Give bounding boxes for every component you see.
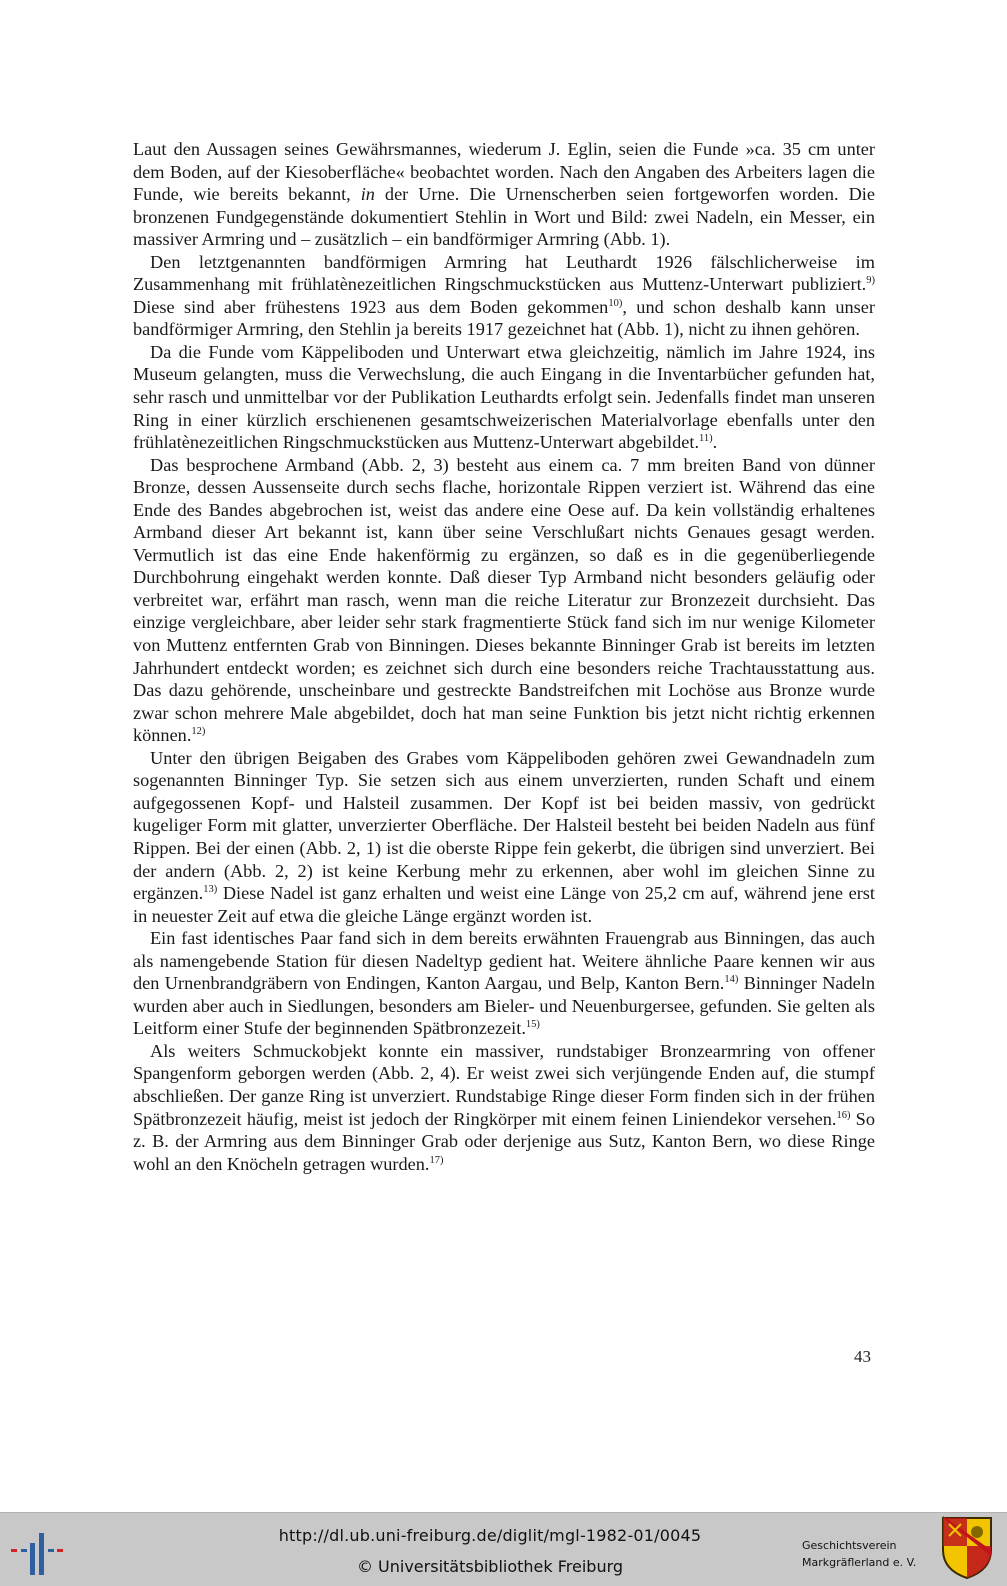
emphasis-text: in	[360, 184, 375, 205]
text-run: Binninger Nadeln wurden aber auch in Siedlungen, besonders am Bieler- und Neuenburgersee, gefunden. Sie gelten als Leitform einer Stufe der beginnenden Spätbronzezeit.	[133, 973, 875, 1039]
text-run: Diese sind aber frühestens 1923 aus dem Boden gekommen	[133, 296, 609, 317]
body-paragraph	[133, 341, 875, 454]
text-run: , und schon deshalb kann unser bandförmiger Armring, den Stehlin ja bereits 1917 gezeichnet hat (Abb. 1), nicht zu ihnen gehören.	[133, 296, 875, 340]
footnote-ref: 14)	[724, 974, 739, 986]
text-run: Unter den übrigen Beigaben des Grabes vom Käppeliboden gehören zwei Gewandnadeln zum sogenannten Binninger Typ. Sie setzen sich aus einem unverzierten, runden Schaft und einem aufgegossenen Kopf- und Halsteil zusammen. Der Kopf ist bei beiden massiv, von gedrückt kugeliger Form mit glatter, unverzierter Oberfläche. Der Halsteil besteht bei beiden Nadeln aus fünf Rippen. Bei der einen (Abb. 2, 1) ist die oberste Rippe fein gekerbt, die übrigen sind unverziert. Bei der andern (Abb. 2, 2) ist keine Kerbung mehr zu erkennen, aber wohl im gleichen Sinne zu ergänzen.	[133, 747, 875, 904]
text-run: Den letztgenannten bandförmigen Armring hat Leuthardt 1926 fälschlicherweise im Zusammenhang mit frühlatènezeitlichen Ringschmuckstücken aus Muttenz-Unterwart publiziert.	[133, 251, 875, 295]
footer-copyright: © Universitätsbibliothek Freiburg	[356, 1557, 624, 1576]
footer-center	[180, 1523, 800, 1580]
text-run: Diese Nadel ist ganz erhalten und weist eine Länge von 25,2 cm auf, während jene erst in neuester Zeit auf etwa die gleiche Länge ergänzt worden ist.	[133, 883, 875, 926]
footnote-ref: 12)	[191, 726, 206, 738]
society-name	[802, 1537, 937, 1571]
body-paragraph	[133, 927, 875, 1040]
body-paragraph	[133, 454, 875, 747]
footnote-ref: 13)	[203, 884, 218, 896]
body-paragraph	[133, 747, 875, 927]
text-run: Da die Funde vom Käppeliboden und Unterwart etwa gleichzeitig, nämlich im Jahre 1924, ins Museum gelangten, muss die Verwechslung, die auch Eingang in die Inventarbücher gefunden hat, sehr rasch und unmittelbar vor der Publikation Leuthardts erfolgt sein. Jedenfalls findet man unseren Ring in einer kürzlich erschienenen gesamtschweizerischen Materialvorlage ebenfalls unter den frühlatènezeitlichen Ringschmuckstücken aus Muttenz-Unterwart abgebildet.	[133, 341, 875, 453]
footnote-ref: 15)	[525, 1019, 540, 1031]
society-coat-of-arms-icon	[941, 1516, 993, 1580]
footnote-ref: 16)	[836, 1109, 851, 1121]
page-number: 43	[854, 1347, 871, 1366]
footer-url-link[interactable]: http://dl.ub.uni-freiburg.de/diglit/mgl-1982-01/0045	[278, 1526, 702, 1545]
society-name-line2: Markgräflerland e. V.	[802, 1556, 917, 1569]
footnote-ref: 11)	[699, 433, 713, 445]
text-run: Ein fast identisches Paar fand sich in dem bereits erwähnten Frauengrab aus Binningen, das auch als namengebende Station für diesen Nadeltyp gedient hat. Weitere ähnliche Paare kennen wir aus den Urnenbrandgräbern von Endingen, Kanton Aargau, und Belp, Kanton Bern.	[133, 928, 875, 994]
body-paragraph	[133, 251, 875, 341]
text-run: .	[712, 432, 718, 453]
text-run: So z. B. der Armring aus dem Binninger Grab oder derjenige aus Sutz, Kanton Bern, wo diese Ringe wohl an den Knöcheln getragen wurden.	[133, 1108, 875, 1174]
footer-bar	[0, 1512, 1007, 1586]
footnote-ref: 9)	[866, 275, 875, 287]
body-paragraph	[133, 138, 875, 251]
body-paragraph	[133, 1040, 875, 1175]
text-run: der Urne. Die Urnenscherben seien fortgeworfen worden. Die bronzenen Fundgegenstände dokumentiert Stehlin in Wort und Bild: zwei Nadeln, ein Messer, ein massiver Armring und – zusätzlich – ein bandförmiger Armring (Abb. 1).	[133, 184, 875, 250]
footnote-ref: 17)	[429, 1154, 444, 1166]
text-run: Laut den Aussagen seines Gewährsmannes, wiederum J. Eglin, seien die Funde »ca. 35 cm unter dem Boden, auf der Kiesoberfläche« beobachtet worden. Nach den Angaben des Arbeiters lagen die Funde, wie bereits bekannt,	[133, 139, 875, 205]
text-run: Als weiters Schmuckobjekt konnte ein massiver, rundstabiger Bronzearmring von offener Spangenform geborgen werden (Abb. 2, 4). Er weist zwei sich verjüngende Enden auf, die stumpf abschließen. Der ganze Ring ist unverziert. Rundstabige Ringe dieser Form finden sich in der frühen Spätbronzezeit häufig, meist ist jedoch der Ringkörper mit einem feinen Liniendekor versehen.	[133, 1040, 875, 1129]
university-library-logo-icon	[9, 1529, 65, 1583]
body-text	[133, 138, 875, 1175]
text-run: Das besprochene Armband (Abb. 2, 3) besteht aus einem ca. 7 mm breiten Band von dünner Bronze, dessen Aussenseite durch sechs flache, horizontale Rippen verziert ist. Während das eine Ende des Bandes abgebrochen ist, weist das andere eine Oese auf. Da kein vollständig erhaltenes Armband dieser Art bekannt ist, kann über seine Verschlußart nichts Genaues gesagt werden. Vermutlich ist das eine Ende hakenförmig zu ergänzen, so daß es in die gegenüberliegende Durchbohrung eingehakt werden konnte. Daß dieser Typ Armband nicht besonders geläufig oder verbreitet war, erfährt man rasch, wenn man die reiche Literatur zur Bronzezeit durchsieht. Das einzige vergleichbare, aber leider sehr stark fragmentierte Stück fand sich im nur wenige Kilometer von Muttenz entfernten Grab von Binningen. Dieses bekannte Binninger Grab ist bereits im letzten Jahrhundert entdeckt worden; es zeichnet sich durch eine besonders reiche Trachtausstattung aus. Das dazu gehörende, unscheinbare und gestreckte Bandstreifchen mit Lochöse aus Bronze wurde zwar schon mehrere Male abgebildet, doch hat man seine Funktion bis jetzt nicht richtig erkennen können.	[133, 454, 875, 746]
footnote-ref: 10)	[608, 297, 623, 309]
society-name-line1: Geschichtsverein	[802, 1539, 897, 1552]
